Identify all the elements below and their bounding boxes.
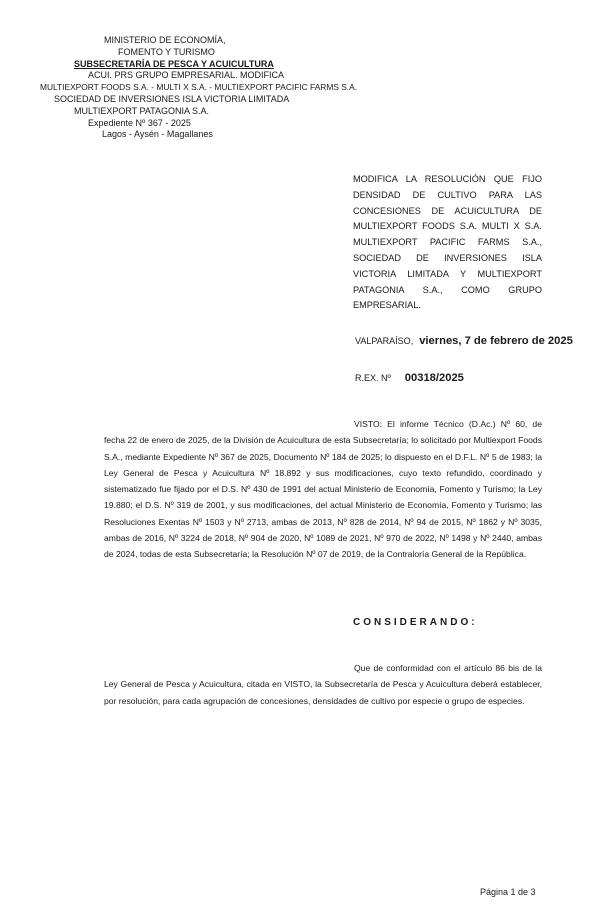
resolution-subject: MODIFICA LA RESOLUCIÓN QUE FIJO DENSIDAD DE CULTIVO PARA LAS CONCESIONES DE ACUICULTURA DE MULTIEXPORT FOODS S.A. MULTI X S.A. MULTIEXPORT PACIFIC FARMS S.A., SOCIEDAD DE INVERSIONES ISLA VICTORIA LIMITADA Y MULTIEXPORT PATAGONIA S.A., COMO GRUPO EMPRESARIAL. xyxy=(353,174,542,311)
header-ministry: MINISTERIO DE ECONOMÍA, xyxy=(104,35,226,45)
header-regions: Lagos - Aysén - Magallanes xyxy=(102,129,213,140)
header-companies: MULTIEXPORT FOODS S.A. - MULTI X S.A. - MULTIEXPORT PACIFIC FARMS S.A. xyxy=(40,82,358,93)
place: VALPARAÍSO, xyxy=(355,336,414,346)
header-ministry-2: FOMENTO Y TURISMO xyxy=(118,46,215,57)
resolution-number xyxy=(355,372,464,384)
header-subsecretaria: SUBSECRETARÍA DE PESCA Y ACUICULTURA xyxy=(74,58,274,69)
considerando-paragraph-1: Que de conformidad con el artículo 86 bis de la Ley General de Pesca y Acuicultura, citada en VISTO, la Subsecretaría de Pesca y Acuicultura deberá establecer, por resolución, para cada agrupación de concesiones, densidades de cultivo por especie o grupo de especies. xyxy=(104,663,542,706)
place-date xyxy=(355,335,575,347)
rex-number: 00318/2025 xyxy=(404,372,464,384)
page-number: Página 1 de 3 xyxy=(480,887,536,897)
visto-paragraph: VISTO: El informe Técnico (D.Ac.) Nº 60, de fecha 22 de enero de 2025, de la División de Acuicultura de esta Subsecretaría; lo solicitado por Multiexport Foods S.A., mediante Expediente Nº 367 de 2025, Documento Nº 184 de 2025; lo dispuesto en el D.F.L. Nº 5 de 1983; la Ley General de Pesca y Acuicultura Nº 18.892 y sus modificaciones, cuyo texto refundido, coordinado y sistematizado fue fijado por el D.S. Nº 430 de 1991 del actual Ministerio de Economía, Fomento y Turismo; la Ley 19.880; el D.S. Nº 319 de 2001, y sus modificaciones, del actual Ministerio de Economía, Fomento y Turismo; las Resoluciones Exentas Nº 1503 y Nº 2713, ambas de 2013, Nº 828 de 2014, Nº 94 de 2015, Nº 1862 y Nº 3035, ambas de 2016, Nº 3224 de 2018, Nº 904 de 2020, Nº 1089 de 2021, Nº 970 de 2022, Nº 1498 y Nº 2440, ambas de 2024, todas de esta Subsecretaría; la Resolución Nº 07 de 2019, de la Contraloría General de la República. xyxy=(104,419,542,560)
rex-label: R.EX. Nº xyxy=(355,373,391,383)
date: viernes, 7 de febrero de 2025 xyxy=(419,335,573,347)
considerando-heading: CONSIDERANDO: xyxy=(353,617,478,628)
header-companies-2: SOCIEDAD DE INVERSIONES ISLA VICTORIA LIMITADA xyxy=(54,93,290,104)
header-companies-3: MULTIEXPORT PATAGONIA S.A. xyxy=(74,105,210,116)
header-reference: ACUI. PRS GRUPO EMPRESARIAL. MODIFICA xyxy=(88,70,285,81)
institution-header xyxy=(40,35,358,141)
header-expediente: Expediente Nº 367 - 2025 xyxy=(88,117,191,128)
